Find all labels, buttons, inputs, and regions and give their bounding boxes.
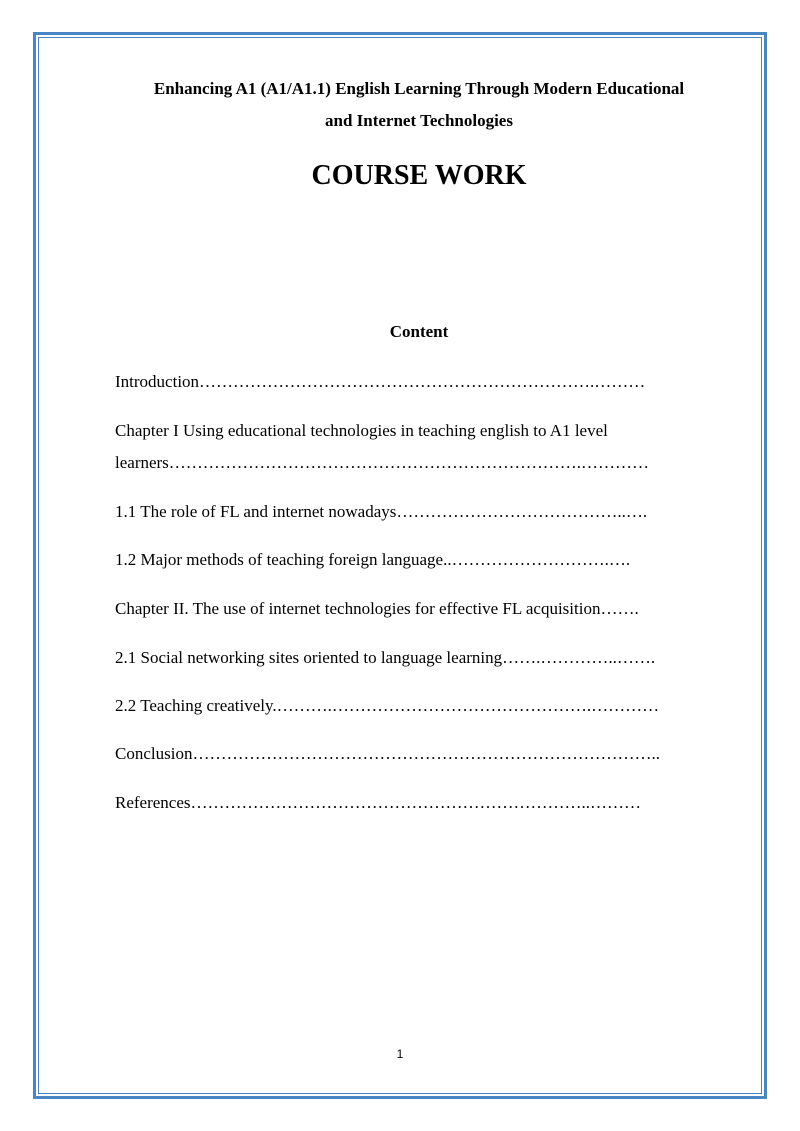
toc-entry-conclusion: Conclusion………………………………………………………………………..	[115, 744, 660, 763]
page-number: 1	[396, 1047, 404, 1061]
toc-entry-section-2-1: 2.1 Social networking sites oriented to language learning…….…………..…….	[115, 648, 656, 667]
toc-entry-section-1-1: 1.1 The role of FL and internet nowadays…………………………………..….	[115, 502, 648, 521]
toc-entry-chapter-1-line-1: Chapter I Using educational technologies in teaching english to A1 level	[115, 421, 608, 440]
toc-entry-section-2-2: 2.2 Teaching creatively.……….……………………………………….…………	[115, 696, 660, 715]
toc-entry-chapter-1-line-2: learners……………………………………………………………….…………	[115, 453, 650, 472]
toc-entry-chapter-2: Chapter II. The use of internet technologies for effective FL acquisition…….	[115, 599, 639, 618]
content-heading: Content	[389, 322, 449, 341]
document-title-line-1: Enhancing A1 (A1/A1.1) English Learning Through Modern Educational	[153, 79, 685, 98]
toc-entry-references: References……………………………………………………………..………	[115, 793, 642, 812]
toc-entry-introduction: Introduction…………………………………………………………….………	[115, 372, 646, 391]
course-work-heading: COURSE WORK	[311, 160, 527, 191]
document-title-line-2: and Internet Technologies	[325, 111, 513, 130]
document-title	[110, 73, 728, 137]
toc-entry-section-1-2: 1.2 Major methods of teaching foreign language..……………………….….	[115, 550, 631, 569]
